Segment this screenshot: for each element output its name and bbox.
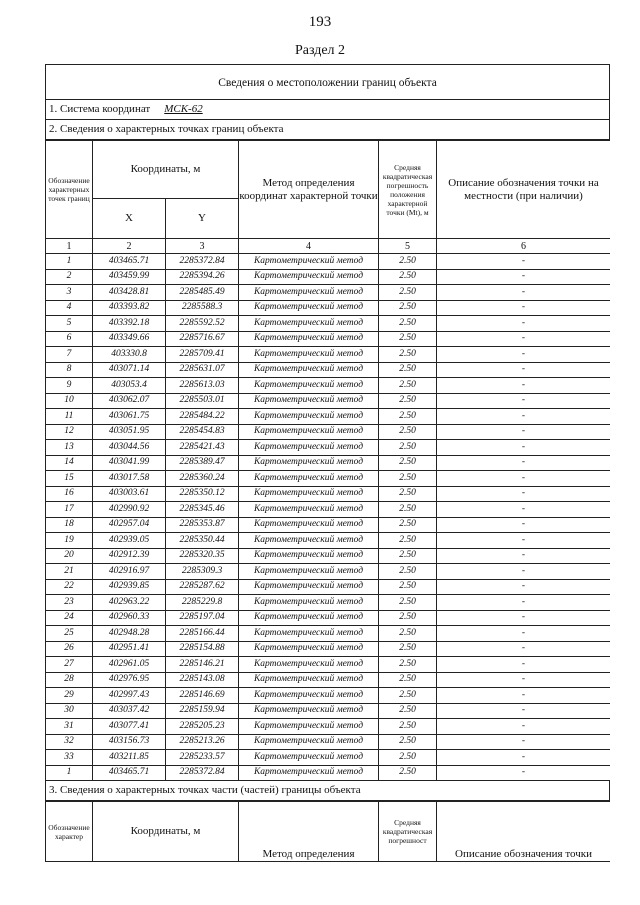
error-cell: 2.50 <box>379 750 437 766</box>
points-table <box>45 140 610 781</box>
coord-x-cell: 403061.75 <box>93 409 166 425</box>
point-number-cell: 9 <box>46 378 93 394</box>
coord-x-cell: 403428.81 <box>93 285 166 301</box>
header-method: Метод определения координат характерной точки <box>239 141 379 239</box>
table-row <box>46 409 611 425</box>
description-cell: - <box>437 424 611 440</box>
method-cell: Картометрический метод <box>239 316 379 332</box>
coord-x-cell: 403071.14 <box>93 362 166 378</box>
error-cell: 2.50 <box>379 300 437 316</box>
point-number-cell: 27 <box>46 657 93 673</box>
point-number-cell: 16 <box>46 486 93 502</box>
coord-y-cell: 2285421.43 <box>166 440 239 456</box>
part3-header-coords: Координаты, м <box>93 802 239 862</box>
table-row <box>46 564 611 580</box>
point-number-cell: 21 <box>46 564 93 580</box>
table-row <box>46 254 611 270</box>
description-cell: - <box>437 471 611 487</box>
error-cell: 2.50 <box>379 455 437 471</box>
table-row <box>46 548 611 564</box>
error-cell: 2.50 <box>379 765 437 781</box>
description-cell: - <box>437 269 611 285</box>
table-row <box>46 517 611 533</box>
point-number-cell: 25 <box>46 626 93 642</box>
method-cell: Картометрический метод <box>239 765 379 781</box>
coord-x-cell: 402963.22 <box>93 595 166 611</box>
coord-x-cell: 402997.43 <box>93 688 166 704</box>
coord-x-cell: 403003.61 <box>93 486 166 502</box>
error-cell: 2.50 <box>379 734 437 750</box>
column-number: 5 <box>379 239 437 254</box>
point-number-cell: 30 <box>46 703 93 719</box>
page-number: 193 <box>308 14 332 30</box>
coord-x-cell: 403156.73 <box>93 734 166 750</box>
coord-x-cell: 403044.56 <box>93 440 166 456</box>
description-cell: - <box>437 285 611 301</box>
coord-y-cell: 2285372.84 <box>166 765 239 781</box>
description-cell: - <box>437 300 611 316</box>
error-cell: 2.50 <box>379 393 437 409</box>
coord-x-cell: 402957.04 <box>93 517 166 533</box>
method-cell: Картометрический метод <box>239 502 379 518</box>
point-number-cell: 20 <box>46 548 93 564</box>
description-cell: - <box>437 719 611 735</box>
header-error: Средняя квадратическая погрешность положения характерной точки (Мt), м <box>379 141 437 239</box>
method-cell: Картометрический метод <box>239 564 379 580</box>
table-row <box>46 626 611 642</box>
table-row <box>46 378 611 394</box>
table-row <box>46 316 611 332</box>
coord-y-cell: 2285454.83 <box>166 424 239 440</box>
table-row <box>46 657 611 673</box>
coord-y-cell: 2285146.69 <box>166 688 239 704</box>
method-cell: Картометрический метод <box>239 703 379 719</box>
error-cell: 2.50 <box>379 688 437 704</box>
table-row <box>46 734 611 750</box>
coord-x-cell: 403465.71 <box>93 765 166 781</box>
table-row <box>46 393 611 409</box>
method-cell: Картометрический метод <box>239 486 379 502</box>
point-number-cell: 11 <box>46 409 93 425</box>
table-row <box>46 347 611 363</box>
table-row <box>46 719 611 735</box>
coord-y-cell: 2285372.84 <box>166 254 239 270</box>
point-number-cell: 10 <box>46 393 93 409</box>
coord-x-cell: 402951.41 <box>93 641 166 657</box>
point-number-cell: 23 <box>46 595 93 611</box>
error-cell: 2.50 <box>379 703 437 719</box>
point-number-cell: 5 <box>46 316 93 332</box>
point-number-cell: 4 <box>46 300 93 316</box>
description-cell: - <box>437 595 611 611</box>
description-cell: - <box>437 734 611 750</box>
column-numbers-row <box>46 239 611 254</box>
error-cell: 2.50 <box>379 347 437 363</box>
description-cell: - <box>437 765 611 781</box>
method-cell: Картометрический метод <box>239 719 379 735</box>
coord-y-cell: 2285345.46 <box>166 502 239 518</box>
error-cell: 2.50 <box>379 424 437 440</box>
part3-header-designation: Обозначение характер <box>46 802 93 862</box>
method-cell: Картометрический метод <box>239 626 379 642</box>
coord-x-cell: 403017.58 <box>93 471 166 487</box>
error-cell: 2.50 <box>379 533 437 549</box>
block-title: Сведения о местоположении границ объекта <box>45 64 610 100</box>
point-number-cell: 12 <box>46 424 93 440</box>
description-cell: - <box>437 626 611 642</box>
coord-y-cell: 2285143.08 <box>166 672 239 688</box>
error-cell: 2.50 <box>379 641 437 657</box>
document-frame <box>45 64 610 870</box>
coord-x-cell: 402916.97 <box>93 564 166 580</box>
method-cell: Картометрический метод <box>239 440 379 456</box>
point-number-cell: 31 <box>46 719 93 735</box>
coord-x-cell: 403392.18 <box>93 316 166 332</box>
method-cell: Картометрический метод <box>239 595 379 611</box>
coord-x-cell: 403037.42 <box>93 703 166 719</box>
coord-y-cell: 2285631.07 <box>166 362 239 378</box>
table-row <box>46 424 611 440</box>
method-cell: Картометрический метод <box>239 254 379 270</box>
description-cell: - <box>437 362 611 378</box>
table-row <box>46 688 611 704</box>
column-number: 4 <box>239 239 379 254</box>
table-row <box>46 486 611 502</box>
error-cell: 2.50 <box>379 672 437 688</box>
method-cell: Картометрический метод <box>239 610 379 626</box>
point-number-cell: 24 <box>46 610 93 626</box>
point-number-cell: 13 <box>46 440 93 456</box>
coord-y-cell: 2285709.41 <box>166 347 239 363</box>
coord-system-row <box>45 100 610 120</box>
error-cell: 2.50 <box>379 254 437 270</box>
method-cell: Картометрический метод <box>239 393 379 409</box>
description-cell: - <box>437 409 611 425</box>
coord-y-cell: 2285320.35 <box>166 548 239 564</box>
coord-x-cell: 402948.28 <box>93 626 166 642</box>
header-y: Y <box>166 199 239 239</box>
point-number-cell: 22 <box>46 579 93 595</box>
table-row <box>46 595 611 611</box>
method-cell: Картометрический метод <box>239 424 379 440</box>
column-number: 1 <box>46 239 93 254</box>
coord-system-value: МСК-62 <box>164 103 203 115</box>
coord-x-cell: 403211.85 <box>93 750 166 766</box>
error-cell: 2.50 <box>379 471 437 487</box>
coord-y-cell: 2285613.03 <box>166 378 239 394</box>
point-number-cell: 2 <box>46 269 93 285</box>
column-number: 6 <box>437 239 611 254</box>
coord-y-cell: 2285159.94 <box>166 703 239 719</box>
point-number-cell: 14 <box>46 455 93 471</box>
coord-y-cell: 2285154.88 <box>166 641 239 657</box>
description-cell: - <box>437 579 611 595</box>
point-number-cell: 32 <box>46 734 93 750</box>
description-cell: - <box>437 703 611 719</box>
points-table-body <box>46 254 611 781</box>
error-cell: 2.50 <box>379 548 437 564</box>
coord-x-cell: 402912.39 <box>93 548 166 564</box>
description-cell: - <box>437 517 611 533</box>
table-row <box>46 471 611 487</box>
column-number: 3 <box>166 239 239 254</box>
error-cell: 2.50 <box>379 657 437 673</box>
coord-x-cell: 403051.95 <box>93 424 166 440</box>
point-number-cell: 29 <box>46 688 93 704</box>
method-cell: Картометрический метод <box>239 300 379 316</box>
method-cell: Картометрический метод <box>239 409 379 425</box>
coord-y-cell: 2285233.57 <box>166 750 239 766</box>
error-cell: 2.50 <box>379 331 437 347</box>
coord-x-cell: 402976.95 <box>93 672 166 688</box>
method-cell: Картометрический метод <box>239 471 379 487</box>
description-cell: - <box>437 688 611 704</box>
method-cell: Картометрический метод <box>239 378 379 394</box>
method-cell: Картометрический метод <box>239 672 379 688</box>
description-cell: - <box>437 502 611 518</box>
point-number-cell: 17 <box>46 502 93 518</box>
table-row <box>46 285 611 301</box>
error-cell: 2.50 <box>379 285 437 301</box>
table-row <box>46 269 611 285</box>
coord-y-cell: 2285503.01 <box>166 393 239 409</box>
header-x: X <box>93 199 166 239</box>
coord-y-cell: 2285350.44 <box>166 533 239 549</box>
coord-y-cell: 2285205.23 <box>166 719 239 735</box>
method-cell: Картометрический метод <box>239 641 379 657</box>
point-number-cell: 33 <box>46 750 93 766</box>
method-cell: Картометрический метод <box>239 533 379 549</box>
part3-header-error: Средняя квадратическая погрешност <box>379 802 437 862</box>
error-cell: 2.50 <box>379 564 437 580</box>
table-row <box>46 610 611 626</box>
coord-x-cell: 403459.99 <box>93 269 166 285</box>
description-cell: - <box>437 750 611 766</box>
point-number-cell: 7 <box>46 347 93 363</box>
coord-x-cell: 403330.8 <box>93 347 166 363</box>
error-cell: 2.50 <box>379 362 437 378</box>
coord-x-cell: 402961.05 <box>93 657 166 673</box>
coord-x-cell: 403349.66 <box>93 331 166 347</box>
description-cell: - <box>437 393 611 409</box>
parts-title: 3. Сведения о характерных точках части (частей) границы объекта <box>45 781 610 801</box>
error-cell: 2.50 <box>379 440 437 456</box>
coord-y-cell: 2285485.49 <box>166 285 239 301</box>
coord-y-cell: 2285309.3 <box>166 564 239 580</box>
error-cell: 2.50 <box>379 409 437 425</box>
coord-y-cell: 2285484.22 <box>166 409 239 425</box>
table-row <box>46 502 611 518</box>
point-number-cell: 15 <box>46 471 93 487</box>
coord-x-cell: 402960.33 <box>93 610 166 626</box>
coord-y-cell: 2285166.44 <box>166 626 239 642</box>
error-cell: 2.50 <box>379 269 437 285</box>
coord-x-cell: 403053.4 <box>93 378 166 394</box>
coord-y-cell: 2285229.8 <box>166 595 239 611</box>
section-title: Раздел 2 <box>294 43 346 58</box>
point-number-cell: 19 <box>46 533 93 549</box>
coord-y-cell: 2285389.47 <box>166 455 239 471</box>
coord-y-cell: 2285213.26 <box>166 734 239 750</box>
error-cell: 2.50 <box>379 626 437 642</box>
method-cell: Картометрический метод <box>239 579 379 595</box>
description-cell: - <box>437 440 611 456</box>
table-row <box>46 300 611 316</box>
point-number-cell: 26 <box>46 641 93 657</box>
header-description: Описание обозначения точки на местности (при наличии) <box>437 141 611 239</box>
coord-x-cell: 403465.71 <box>93 254 166 270</box>
table-row <box>46 765 611 781</box>
description-cell: - <box>437 533 611 549</box>
coord-y-cell: 2285353.87 <box>166 517 239 533</box>
part3-header-description: Описание обозначения точки <box>437 802 611 862</box>
point-number-cell: 6 <box>46 331 93 347</box>
error-cell: 2.50 <box>379 610 437 626</box>
method-cell: Картометрический метод <box>239 285 379 301</box>
coord-y-cell: 2285197.04 <box>166 610 239 626</box>
error-cell: 2.50 <box>379 719 437 735</box>
description-cell: - <box>437 564 611 580</box>
coord-y-cell: 2285592.52 <box>166 316 239 332</box>
table-row <box>46 641 611 657</box>
table-row <box>46 750 611 766</box>
error-cell: 2.50 <box>379 595 437 611</box>
table-row <box>46 331 611 347</box>
method-cell: Картометрический метод <box>239 269 379 285</box>
coord-x-cell: 403041.99 <box>93 455 166 471</box>
column-number: 2 <box>93 239 166 254</box>
description-cell: - <box>437 331 611 347</box>
description-cell: - <box>437 254 611 270</box>
method-cell: Картометрический метод <box>239 750 379 766</box>
description-cell: - <box>437 316 611 332</box>
method-cell: Картометрический метод <box>239 362 379 378</box>
coord-y-cell: 2285588.3 <box>166 300 239 316</box>
method-cell: Картометрический метод <box>239 455 379 471</box>
coord-system-label: 1. Система координат <box>49 103 151 115</box>
description-cell: - <box>437 486 611 502</box>
point-number-cell: 3 <box>46 285 93 301</box>
point-number-cell: 8 <box>46 362 93 378</box>
description-cell: - <box>437 378 611 394</box>
point-number-cell: 1 <box>46 254 93 270</box>
description-cell: - <box>437 610 611 626</box>
coord-y-cell: 2285146.21 <box>166 657 239 673</box>
coord-x-cell: 403077.41 <box>93 719 166 735</box>
error-cell: 2.50 <box>379 579 437 595</box>
error-cell: 2.50 <box>379 378 437 394</box>
coord-y-cell: 2285394.26 <box>166 269 239 285</box>
coord-y-cell: 2285360.24 <box>166 471 239 487</box>
method-cell: Картометрический метод <box>239 548 379 564</box>
description-cell: - <box>437 455 611 471</box>
header-designation: Обозначение характерных точек границ <box>46 141 93 239</box>
parts-table <box>45 801 610 862</box>
description-cell: - <box>437 548 611 564</box>
description-cell: - <box>437 672 611 688</box>
table-row <box>46 703 611 719</box>
coord-x-cell: 403393.82 <box>93 300 166 316</box>
coord-y-cell: 2285350.12 <box>166 486 239 502</box>
table-row <box>46 455 611 471</box>
error-cell: 2.50 <box>379 502 437 518</box>
part3-header-method: Метод определения <box>239 802 379 862</box>
table-row <box>46 533 611 549</box>
description-cell: - <box>437 657 611 673</box>
points-title: 2. Сведения о характерных точках границ объекта <box>45 120 610 140</box>
table-row <box>46 672 611 688</box>
table-row <box>46 579 611 595</box>
table-row <box>46 440 611 456</box>
error-cell: 2.50 <box>379 486 437 502</box>
coord-y-cell: 2285287.62 <box>166 579 239 595</box>
method-cell: Картометрический метод <box>239 734 379 750</box>
method-cell: Картометрический метод <box>239 688 379 704</box>
table-row <box>46 362 611 378</box>
point-number-cell: 28 <box>46 672 93 688</box>
point-number-cell: 18 <box>46 517 93 533</box>
coord-x-cell: 402939.05 <box>93 533 166 549</box>
error-cell: 2.50 <box>379 517 437 533</box>
coord-x-cell: 402990.92 <box>93 502 166 518</box>
header-coords: Координаты, м <box>93 141 239 199</box>
method-cell: Картометрический метод <box>239 517 379 533</box>
description-cell: - <box>437 641 611 657</box>
point-number-cell: 1 <box>46 765 93 781</box>
coord-x-cell: 402939.85 <box>93 579 166 595</box>
coord-x-cell: 403062.07 <box>93 393 166 409</box>
method-cell: Картометрический метод <box>239 657 379 673</box>
description-cell: - <box>437 347 611 363</box>
method-cell: Картометрический метод <box>239 347 379 363</box>
method-cell: Картометрический метод <box>239 331 379 347</box>
error-cell: 2.50 <box>379 316 437 332</box>
coord-y-cell: 2285716.67 <box>166 331 239 347</box>
